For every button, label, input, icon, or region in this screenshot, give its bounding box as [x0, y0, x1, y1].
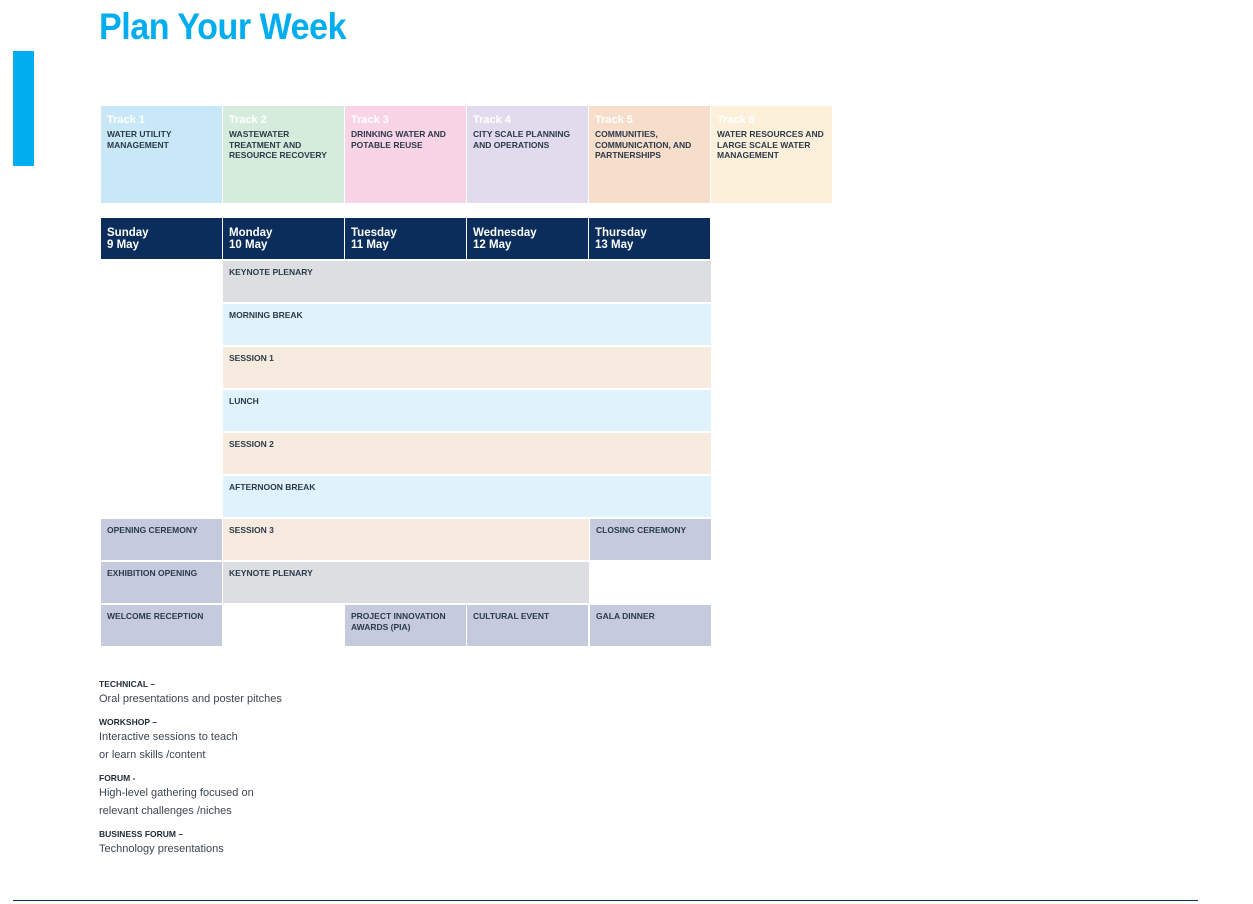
- day-date: 10 May: [229, 239, 268, 251]
- session-2-block: SESSION 2: [223, 433, 711, 474]
- legend-description: Technology presentations: [99, 843, 224, 855]
- closing-ceremony-block: CLOSING CEREMONY: [590, 519, 711, 560]
- session-1-block: SESSION 1: [223, 347, 711, 388]
- day-date: 13 May: [595, 239, 634, 251]
- afternoon-break-block: AFTERNOON BREAK: [223, 476, 711, 517]
- keynote-plenary-block: KEYNOTE PLENARY: [223, 261, 711, 302]
- track-name: CITY SCALE PLANNING AND OPERATIONS: [473, 129, 571, 150]
- track-name: DRINKING WATER AND POTABLE REUSE: [351, 129, 446, 150]
- session-type-legend: [99, 678, 499, 866]
- track-name: WASTEWATER TREATMENT AND RESOURCE RECOVERY: [229, 129, 327, 160]
- track-5: [589, 106, 710, 203]
- day-name: Monday: [229, 227, 273, 239]
- legend-item-technical: [99, 678, 499, 708]
- legend-item-forum: [99, 772, 499, 820]
- track-number: Track 3: [351, 114, 389, 126]
- day-name: Thursday: [595, 227, 647, 239]
- schedule-grid: [101, 218, 711, 646]
- day-name: Wednesday: [473, 227, 537, 239]
- project-innovation-awards-block: PROJECT INNOVATION AWARDS (PIA): [345, 605, 466, 646]
- legend-title: BUSINESS FORUM –: [99, 829, 184, 839]
- track-name: WATER UTILITY MANAGEMENT: [107, 129, 172, 150]
- day-header-tuesday: [345, 218, 466, 259]
- page-title: Plan Your Week: [99, 6, 347, 47]
- track-number: Track 4: [473, 114, 511, 126]
- lunch-block: LUNCH: [223, 390, 711, 431]
- track-name: COMMUNITIES, COMMUNICATION, AND PARTNERSHIPS: [595, 129, 692, 160]
- track-1: [101, 106, 222, 203]
- day-name: Tuesday: [351, 227, 397, 239]
- track-4: [467, 106, 588, 203]
- legend-title: TECHNICAL –: [99, 679, 156, 689]
- track-number: Track 1: [107, 114, 145, 126]
- track-3: [345, 106, 466, 203]
- day-date: 9 May: [107, 239, 139, 251]
- legend-description: Oral presentations and poster pitches: [99, 693, 282, 705]
- exhibition-opening-block: EXHIBITION OPENING: [101, 562, 222, 603]
- legend-description: Interactive sessions to teach or learn skills /content: [99, 731, 238, 761]
- day-date: 11 May: [351, 239, 389, 251]
- legend-item-workshop: [99, 716, 499, 764]
- track-number: Track 5: [595, 114, 633, 126]
- day-date: 12 May: [473, 239, 512, 251]
- day-header-wednesday: [467, 218, 588, 259]
- morning-break-block: MORNING BREAK: [223, 304, 711, 345]
- welcome-reception-block: WELCOME RECEPTION: [101, 605, 222, 646]
- accent-bar: [13, 51, 34, 166]
- legend-title: FORUM -: [99, 773, 136, 783]
- day-header-monday: [223, 218, 344, 259]
- track-name: WATER RESOURCES AND LARGE SCALE WATER MANAGEMENT: [717, 129, 824, 160]
- day-header-sunday: [101, 218, 222, 259]
- session-3-block: SESSION 3: [223, 519, 589, 560]
- track-number: Track 2: [229, 114, 267, 126]
- bottom-divider: [13, 900, 1198, 901]
- track-number: Track 6: [717, 114, 755, 126]
- opening-ceremony-block: OPENING CEREMONY: [101, 519, 222, 560]
- day-header-thursday: [589, 218, 710, 259]
- gala-dinner-block: GALA DINNER: [590, 605, 711, 646]
- day-name: Sunday: [107, 227, 149, 239]
- track-6: [711, 106, 832, 203]
- cultural-event-block: CULTURAL EVENT: [467, 605, 588, 646]
- legend-item-business-forum: [99, 828, 499, 858]
- legend-title: WORKSHOP –: [99, 717, 157, 727]
- legend-description: High-level gathering focused on relevant challenges /niches: [99, 787, 254, 817]
- track-2: [223, 106, 344, 203]
- keynote-plenary-evening-block: KEYNOTE PLENARY: [223, 562, 589, 603]
